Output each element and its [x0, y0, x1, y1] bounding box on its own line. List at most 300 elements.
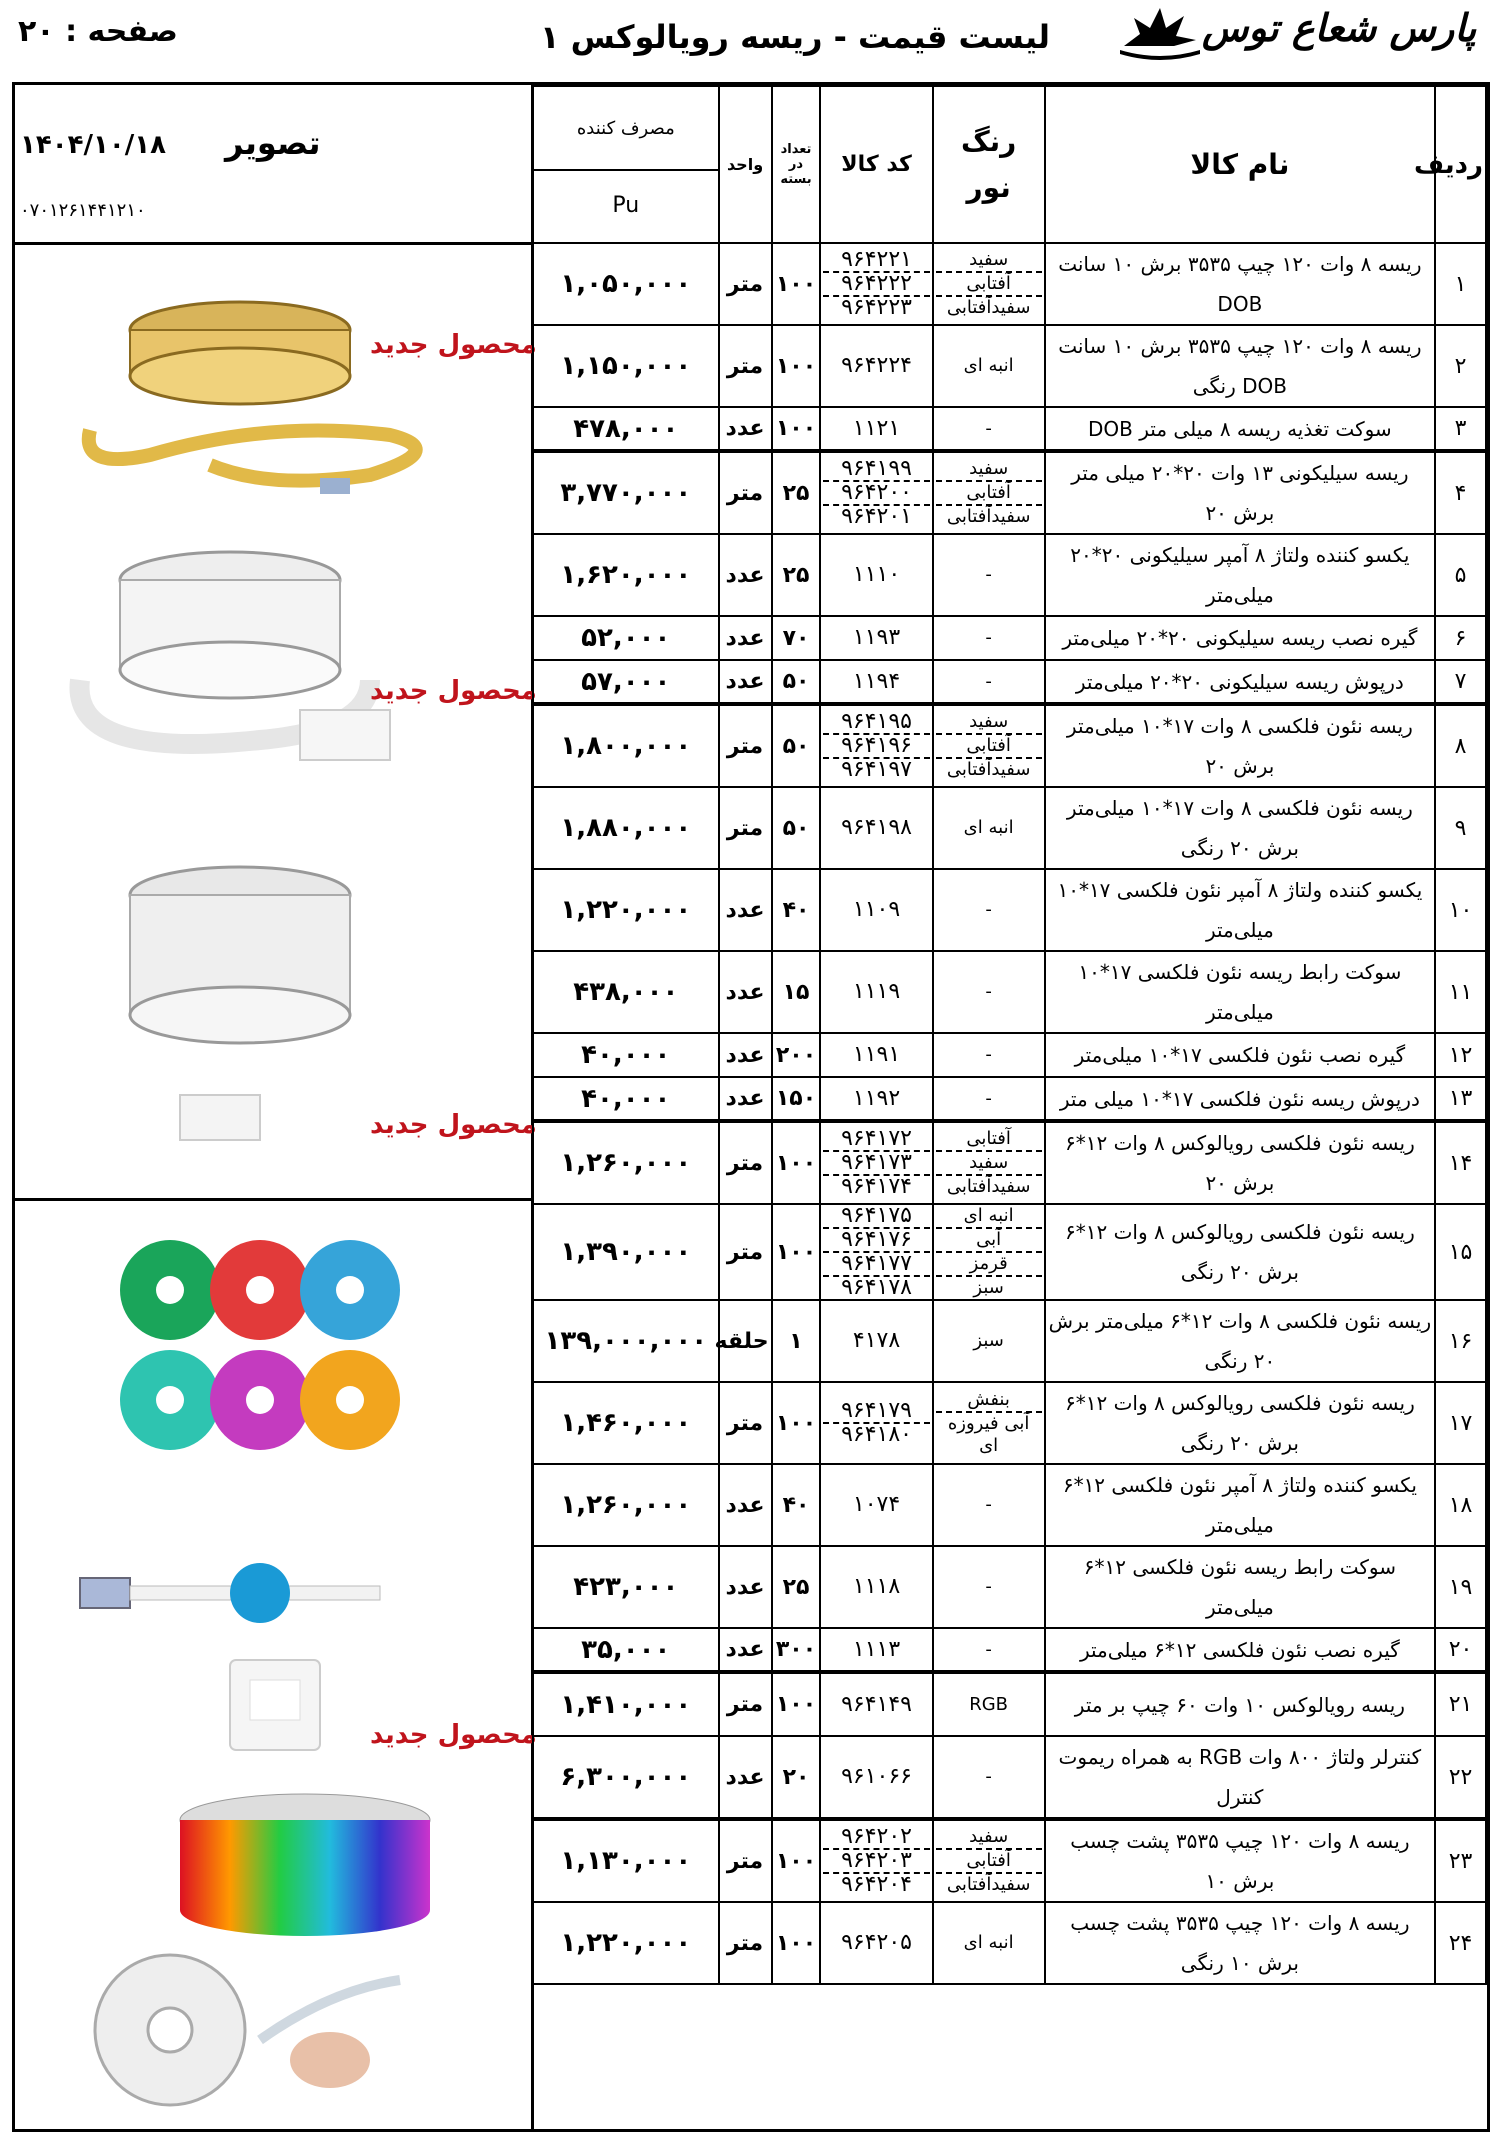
product-code: ۹۶۱۰۶۶ [841, 1764, 912, 1789]
price-table [532, 85, 1487, 1985]
product-code-cell [820, 534, 932, 616]
product-name: گیره نصب نئون فلکسی ۱۲*۶ میلی‌متر [1045, 1628, 1435, 1672]
light-color: - [985, 1044, 992, 1065]
row-index: ۱۷ [1435, 1382, 1486, 1464]
light-color: انبه ای [963, 817, 1014, 838]
product-code-cell [820, 616, 932, 660]
new-product-label: محصول جدید [370, 1110, 537, 1140]
unit: عدد [719, 1033, 772, 1077]
unit: عدد [719, 1077, 772, 1121]
unit: عدد [719, 1546, 772, 1628]
table-row [533, 451, 1486, 534]
product-code-cell [820, 1300, 932, 1382]
price-header-bottom: Pu [612, 193, 640, 218]
light-color-cell [933, 1546, 1045, 1628]
light-color-cell [933, 1382, 1045, 1464]
led-strip-dob-photo [70, 280, 470, 504]
col-pack-header: تعداد در بسته [772, 86, 821, 243]
unit: عدد [719, 951, 772, 1033]
light-color-cell [933, 243, 1045, 325]
pack-quantity: ۱۰۰ [772, 1121, 821, 1204]
unit: متر [719, 787, 772, 869]
consumer-price: ۱,۲۲۰,۰۰۰ [533, 1902, 719, 1984]
row-index: ۸ [1435, 704, 1486, 787]
product-code: ۹۶۴۱۷۷ [823, 1253, 929, 1277]
product-code-cell [820, 660, 932, 704]
product-name: سوکت رابط ریسه نئون فلکسی ۱۲*۶ میلی‌متر [1045, 1546, 1435, 1628]
product-code-cell [820, 869, 932, 951]
unit: متر [719, 1382, 772, 1464]
new-product-label: محصول جدید [370, 330, 537, 360]
consumer-price: ۳۵,۰۰۰ [533, 1628, 719, 1672]
product-code-cell [820, 1628, 932, 1672]
unit: عدد [719, 534, 772, 616]
product-name: یکسو کننده ولتاژ ۸ آمپر نئون فلکسی ۱۲*۶ میلی‌متر [1045, 1464, 1435, 1546]
consumer-price: ۴۲۳,۰۰۰ [533, 1546, 719, 1628]
unit: متر [719, 451, 772, 534]
image-section-separator [12, 1198, 534, 1201]
row-index: ۲۳ [1435, 1819, 1486, 1902]
col-price-header [533, 86, 719, 243]
light-color: سفید [936, 711, 1042, 735]
unit: عدد [719, 1628, 772, 1672]
light-color-cell [933, 1902, 1045, 1984]
table-row [533, 1121, 1486, 1204]
product-code-cell [820, 1033, 932, 1077]
product-code-cell [820, 243, 932, 325]
consumer-price: ۱,۴۶۰,۰۰۰ [533, 1382, 719, 1464]
product-code-cell [820, 451, 932, 534]
row-index: ۷ [1435, 660, 1486, 704]
table-row [533, 1902, 1486, 1984]
table-row [533, 1546, 1486, 1628]
pack-quantity: ۵۰ [772, 704, 821, 787]
row-index: ۱۴ [1435, 1121, 1486, 1204]
unit: عدد [719, 1464, 772, 1546]
light-color: سفید [936, 1152, 1042, 1176]
light-color: سبز [973, 1277, 1004, 1298]
phone-number: ۰۷۰۱۲۶۱۴۴۱۲۱۰ [20, 200, 146, 221]
light-color: - [985, 564, 992, 585]
light-color: - [985, 899, 992, 920]
light-color: آبی [936, 1229, 1042, 1253]
product-code-cell [820, 1902, 932, 1984]
pack-quantity: ۱ [772, 1300, 821, 1382]
unit: حلقه [719, 1300, 772, 1382]
pack-quantity: ۱۰۰ [772, 325, 821, 407]
product-code: ۱۱۹۱ [852, 1042, 901, 1067]
row-index: ۲ [1435, 325, 1486, 407]
product-code: ۹۶۴۱۷۳ [823, 1152, 929, 1176]
light-color: سبز [973, 1330, 1004, 1351]
light-color: آفتابی [936, 482, 1042, 506]
product-code: ۹۶۴۱۸۰ [841, 1422, 912, 1447]
table-row [533, 616, 1486, 660]
light-color: - [985, 627, 992, 648]
product-name: ریسه ۸ وات ۱۲۰ چیپ ۳۵۳۵ برش ۱۰ سانت DOB [1045, 243, 1435, 325]
light-color-cell [933, 704, 1045, 787]
row-index: ۲۰ [1435, 1628, 1486, 1672]
product-name: درپوش ریسه سیلیکونی ۲۰*۲۰ میلی‌متر [1045, 660, 1435, 704]
product-name: ریسه ۸ وات ۱۲۰ چیپ ۳۵۳۵ برش ۱۰ سانت DOB رنگی [1045, 325, 1435, 407]
product-code: ۹۶۴۲۲۱ [823, 249, 929, 273]
row-index: ۲۲ [1435, 1736, 1486, 1819]
table-row [533, 407, 1486, 451]
product-name: درپوش ریسه نئون فلکسی ۱۷*۱۰ میلی متر [1045, 1077, 1435, 1121]
light-color-cell [933, 1672, 1045, 1736]
unit: متر [719, 1672, 772, 1736]
pack-quantity: ۷۰ [772, 616, 821, 660]
product-code: ۹۶۴۲۰۰ [823, 482, 929, 506]
table-row [533, 660, 1486, 704]
product-name: ریسه نئون فلکسی ۸ وات ۱۷*۱۰ میلی‌متر برش ۲۰ رنگی [1045, 787, 1435, 869]
unit: متر [719, 1204, 772, 1300]
product-code: ۹۶۴۱۹۶ [823, 735, 929, 759]
col-row-header: ردیف [1435, 86, 1486, 243]
product-code: ۴۱۷۸ [852, 1328, 901, 1353]
light-color: سفید [936, 458, 1042, 482]
table-row [533, 1736, 1486, 1819]
table-row [533, 869, 1486, 951]
light-color: - [985, 417, 992, 439]
light-color-cell [933, 534, 1045, 616]
unit: متر [719, 704, 772, 787]
product-name: گیره نصب ریسه سیلیکونی ۲۰*۲۰ میلی‌متر [1045, 616, 1435, 660]
product-name: ریسه نئون فلکسی رویالوکس ۸ وات ۱۲*۶ برش ۲۰ رنگی [1045, 1382, 1435, 1464]
product-code-cell [820, 1121, 932, 1204]
product-code: ۱۱۹۲ [852, 1085, 901, 1111]
product-name: یکسو کننده ولتاژ ۸ آمپر نئون فلکسی ۱۷*۱۰ میلی‌متر [1045, 869, 1435, 951]
unit: عدد [719, 1736, 772, 1819]
light-color-cell [933, 787, 1045, 869]
row-index: ۵ [1435, 534, 1486, 616]
table-row [533, 951, 1486, 1033]
light-color: قرمز [936, 1253, 1042, 1277]
light-color: RGB [969, 1693, 1009, 1715]
price-header-top: مصرف کننده [534, 89, 718, 171]
light-color: سفید [936, 1826, 1042, 1850]
product-code-cell [820, 704, 932, 787]
light-color-cell [933, 325, 1045, 407]
product-code: ۹۶۴۲۰۱ [841, 504, 912, 529]
product-code-cell [820, 1077, 932, 1121]
product-code-cell [820, 787, 932, 869]
product-code: ۹۶۴۱۹۹ [823, 458, 929, 482]
product-code: ۹۶۴۱۷۲ [823, 1128, 929, 1152]
light-color: آفتابی [936, 735, 1042, 759]
pack-quantity: ۵۰ [772, 787, 821, 869]
light-color: - [985, 981, 992, 1002]
light-color: آفتابی [936, 1128, 1042, 1152]
col-code-header: کد کالا [820, 86, 932, 243]
product-code: ۹۶۴۲۲۳ [841, 295, 912, 320]
row-index: ۱۱ [1435, 951, 1486, 1033]
light-color-cell [933, 407, 1045, 451]
pack-quantity: ۳۰۰ [772, 1628, 821, 1672]
light-color-cell [933, 1464, 1045, 1546]
consumer-price: ۱,۳۹۰,۰۰۰ [533, 1204, 719, 1300]
light-color: - [985, 670, 992, 692]
silicone-strip-photo [60, 530, 460, 814]
image-header-separator [12, 242, 534, 245]
product-name: ریسه رویالوکس ۱۰ وات ۶۰ چیپ بر متر [1045, 1672, 1435, 1736]
product-code: ۱۱۲۱ [852, 415, 901, 441]
consumer-price: ۵۷,۰۰۰ [533, 660, 719, 704]
product-code: ۹۶۴۲۰۵ [841, 1930, 912, 1955]
consumer-price: ۴۷۸,۰۰۰ [533, 407, 719, 451]
pack-quantity: ۱۰۰ [772, 1204, 821, 1300]
light-color: سفیدآفتابی [946, 506, 1031, 527]
product-code: ۹۶۴۲۲۴ [841, 353, 912, 378]
product-code-cell [820, 1819, 932, 1902]
light-color-cell [933, 1077, 1045, 1121]
table-row [533, 1672, 1486, 1736]
product-code: ۹۶۴۱۹۵ [823, 711, 929, 735]
consumer-price: ۵۲,۰۰۰ [533, 616, 719, 660]
row-index: ۱۰ [1435, 869, 1486, 951]
row-index: ۳ [1435, 407, 1486, 451]
product-code-cell [820, 1204, 932, 1300]
product-code: ۱۱۹۳ [852, 625, 901, 650]
consumer-price: ۱,۲۶۰,۰۰۰ [533, 1464, 719, 1546]
rgb-strip-roll-photo [175, 1790, 435, 1944]
unit: عدد [719, 660, 772, 704]
light-color-cell [933, 1300, 1045, 1382]
light-color: سفیدآفتابی [946, 297, 1031, 318]
product-code: ۹۶۴۲۰۲ [823, 1826, 929, 1850]
unit: عدد [719, 407, 772, 451]
row-index: ۱۳ [1435, 1077, 1486, 1121]
logo-text: پارس شعاع توس [1202, 6, 1477, 50]
product-name: ریسه نئون فلکسی رویالوکس ۸ وات ۱۲*۶ برش ۲۰ رنگی [1045, 1204, 1435, 1300]
table-row [533, 325, 1486, 407]
light-color: سفیدآفتابی [946, 1176, 1031, 1197]
consumer-price: ۳,۷۷۰,۰۰۰ [533, 451, 719, 534]
consumer-price: ۱,۱۵۰,۰۰۰ [533, 325, 719, 407]
table-row [533, 534, 1486, 616]
product-code: ۱۱۹۴ [852, 668, 901, 694]
product-name: ریسه ۸ وات ۱۲۰ چیپ ۳۵۳۵ پشت چسب برش ۱۰ رنگی [1045, 1902, 1435, 1984]
light-color: - [985, 1638, 992, 1660]
consumer-price: ۱۳۹,۰۰۰,۰۰۰ [533, 1300, 719, 1382]
table-header-row [533, 86, 1486, 243]
product-code: ۹۶۴۱۷۶ [823, 1229, 929, 1253]
consumer-price: ۴۰,۰۰۰ [533, 1077, 719, 1121]
product-name: کنترلر ولتاژ ۸۰۰ وات RGB به همراه ریموت کنترل [1045, 1736, 1435, 1819]
row-index: ۱۶ [1435, 1300, 1486, 1382]
product-code-cell [820, 951, 932, 1033]
table-row [533, 704, 1486, 787]
table-row [533, 1204, 1486, 1300]
table-row [533, 1033, 1486, 1077]
neon-connector-photo [80, 1550, 440, 1644]
consumer-price: ۱,۱۳۰,۰۰۰ [533, 1819, 719, 1902]
light-color-cell [933, 1121, 1045, 1204]
product-code: ۹۶۴۲۲۲ [823, 273, 929, 297]
light-color-cell [933, 1819, 1045, 1902]
pack-quantity: ۲۰۰ [772, 1033, 821, 1077]
row-index: ۱ [1435, 243, 1486, 325]
col-color-header: رنگ نور [933, 86, 1045, 243]
light-color-cell [933, 1204, 1045, 1300]
row-index: ۲۴ [1435, 1902, 1486, 1984]
unit: عدد [719, 616, 772, 660]
unit: متر [719, 1902, 772, 1984]
product-name: ریسه نئون فلکسی ۸ وات ۱۲*۶ میلی‌متر برش ۲۰ رنگی [1045, 1300, 1435, 1382]
product-code-cell [820, 1382, 932, 1464]
unit: متر [719, 325, 772, 407]
pack-quantity: ۴۰ [772, 869, 821, 951]
light-color-cell [933, 616, 1045, 660]
product-code: ۹۶۴۱۷۴ [841, 1174, 912, 1199]
unit: متر [719, 1121, 772, 1204]
pack-quantity: ۱۰۰ [772, 1902, 821, 1984]
light-color: - [985, 1766, 992, 1787]
row-index: ۴ [1435, 451, 1486, 534]
product-code-cell [820, 1672, 932, 1736]
light-color-cell [933, 951, 1045, 1033]
light-color: آفتابی [936, 273, 1042, 297]
product-code: ۹۶۴۱۹۸ [841, 815, 912, 840]
consumer-price: ۱,۲۲۰,۰۰۰ [533, 869, 719, 951]
product-name: یکسو کننده ولتاژ ۸ آمپر سیلیکونی ۲۰*۲۰ میلی‌متر [1045, 534, 1435, 616]
neon-clip-photo [220, 1650, 330, 1764]
page-number: صفحه : ۲۰ [18, 14, 178, 49]
row-index: ۱۲ [1435, 1033, 1486, 1077]
consumer-price: ۱,۴۱۰,۰۰۰ [533, 1672, 719, 1736]
light-color-cell [933, 451, 1045, 534]
product-code: ۱۱۱۹ [852, 979, 901, 1004]
product-code: ۹۶۴۱۴۹ [841, 1691, 912, 1717]
table-row [533, 243, 1486, 325]
product-code-cell [820, 1464, 932, 1546]
pack-quantity: ۲۵ [772, 534, 821, 616]
row-index: ۲۱ [1435, 1672, 1486, 1736]
product-code-cell [820, 1736, 932, 1819]
pack-quantity: ۵۰ [772, 660, 821, 704]
product-name: سوکت تغذیه ریسه ۸ میلی متر DOB [1045, 407, 1435, 451]
light-color: آبی فیروزه ای [947, 1413, 1030, 1456]
col-name-header: نام کالا [1045, 86, 1435, 243]
consumer-price: ۴۰,۰۰۰ [533, 1033, 719, 1077]
row-index: ۱۸ [1435, 1464, 1486, 1546]
consumer-price: ۶,۳۰۰,۰۰۰ [533, 1736, 719, 1819]
image-column-header: تصویر [225, 124, 321, 162]
row-index: ۱۵ [1435, 1204, 1486, 1300]
product-code: ۹۶۴۱۷۵ [823, 1205, 929, 1229]
consumer-price: ۱,۰۵۰,۰۰۰ [533, 243, 719, 325]
product-code: ۱۰۷۴ [852, 1492, 901, 1517]
pack-quantity: ۱۰۰ [772, 243, 821, 325]
product-code: ۹۶۴۲۰۴ [841, 1872, 912, 1897]
table-row [533, 1628, 1486, 1672]
light-color: انبه ای [936, 1205, 1042, 1229]
light-color: بنفش [936, 1389, 1042, 1413]
pack-quantity: ۱۰۰ [772, 1382, 821, 1464]
product-code: ۹۶۴۲۰۳ [823, 1850, 929, 1874]
product-code-cell [820, 1546, 932, 1628]
consumer-price: ۱,۶۲۰,۰۰۰ [533, 534, 719, 616]
light-color: سفیدآفتابی [946, 1874, 1031, 1895]
pack-quantity: ۴۰ [772, 1464, 821, 1546]
light-color: - [985, 1494, 992, 1515]
table-row [533, 1464, 1486, 1546]
product-code: ۱۱۰۹ [852, 897, 901, 922]
unit: متر [719, 1819, 772, 1902]
pack-quantity: ۱۵ [772, 951, 821, 1033]
row-index: ۶ [1435, 616, 1486, 660]
product-code: ۹۶۴۱۷۸ [841, 1275, 912, 1300]
product-code: ۹۶۴۱۷۹ [823, 1400, 929, 1424]
table-row [533, 1300, 1486, 1382]
product-name: گیره نصب نئون فلکسی ۱۷*۱۰ میلی‌متر [1045, 1033, 1435, 1077]
light-color-cell [933, 1736, 1045, 1819]
company-logo [1120, 6, 1477, 66]
neon-flex-color-rolls-photo [110, 1240, 430, 1474]
sunburst-logo-icon [1120, 6, 1200, 62]
product-name: سوکت رابط ریسه نئون فلکسی ۱۷*۱۰ میلی‌متر [1045, 951, 1435, 1033]
page-header [0, 0, 1500, 80]
row-index: ۱۹ [1435, 1546, 1486, 1628]
unit: متر [719, 243, 772, 325]
unit: عدد [719, 869, 772, 951]
light-color: آفتابی [936, 1850, 1042, 1874]
product-name: ریسه نئون فلکسی ۸ وات ۱۷*۱۰ میلی‌متر برش ۲۰ [1045, 704, 1435, 787]
col-unit-header: واحد [719, 86, 772, 243]
consumer-price: ۱,۸۰۰,۰۰۰ [533, 704, 719, 787]
product-code: ۱۱۱۸ [852, 1574, 901, 1599]
pack-quantity: ۲۰ [772, 1736, 821, 1819]
pack-quantity: ۲۵ [772, 1546, 821, 1628]
light-color-cell [933, 1033, 1045, 1077]
table-body [533, 243, 1486, 1984]
list-date: ۱۴۰۴/۱۰/۱۸ [20, 130, 166, 160]
table-row [533, 1819, 1486, 1902]
table-row [533, 1382, 1486, 1464]
product-name: ریسه سیلیکونی ۱۳ وات ۲۰*۲۰ میلی متر برش ۲۰ [1045, 451, 1435, 534]
adhesive-strip-reel-photo [90, 1950, 420, 2114]
new-product-label: محصول جدید [370, 676, 537, 706]
page-title: لیست قیمت - ریسه رویالوکس ۱ [540, 18, 1051, 56]
pack-quantity: ۱۰۰ [772, 407, 821, 451]
product-name: ریسه ۸ وات ۱۲۰ چیپ ۳۵۳۵ پشت چسب برش ۱۰ [1045, 1819, 1435, 1902]
pack-quantity: ۲۵ [772, 451, 821, 534]
product-name: ریسه نئون فلکسی رویالوکس ۸ وات ۱۲*۶ برش ۲۰ [1045, 1121, 1435, 1204]
product-code-cell [820, 325, 932, 407]
light-color: انبه ای [963, 1932, 1014, 1953]
product-code: ۱۱۱۳ [852, 1636, 901, 1662]
pack-quantity: ۱۰۰ [772, 1672, 821, 1736]
light-color-cell [933, 660, 1045, 704]
pack-quantity: ۱۵۰ [772, 1077, 821, 1121]
pack-quantity: ۱۰۰ [772, 1819, 821, 1902]
consumer-price: ۱,۸۸۰,۰۰۰ [533, 787, 719, 869]
new-product-label: محصول جدید [370, 1720, 537, 1750]
light-color: سفیدآفتابی [946, 759, 1031, 780]
product-code: ۹۶۴۱۹۷ [841, 757, 912, 782]
light-color: - [985, 1576, 992, 1597]
light-color: انبه ای [963, 355, 1014, 376]
table-row [533, 787, 1486, 869]
table-row [533, 1077, 1486, 1121]
light-color: سفید [936, 249, 1042, 273]
light-color: - [985, 1087, 992, 1109]
product-code: ۱۱۱۰ [852, 562, 901, 587]
row-index: ۹ [1435, 787, 1486, 869]
light-color-cell [933, 1628, 1045, 1672]
consumer-price: ۴۳۸,۰۰۰ [533, 951, 719, 1033]
consumer-price: ۱,۲۶۰,۰۰۰ [533, 1121, 719, 1204]
